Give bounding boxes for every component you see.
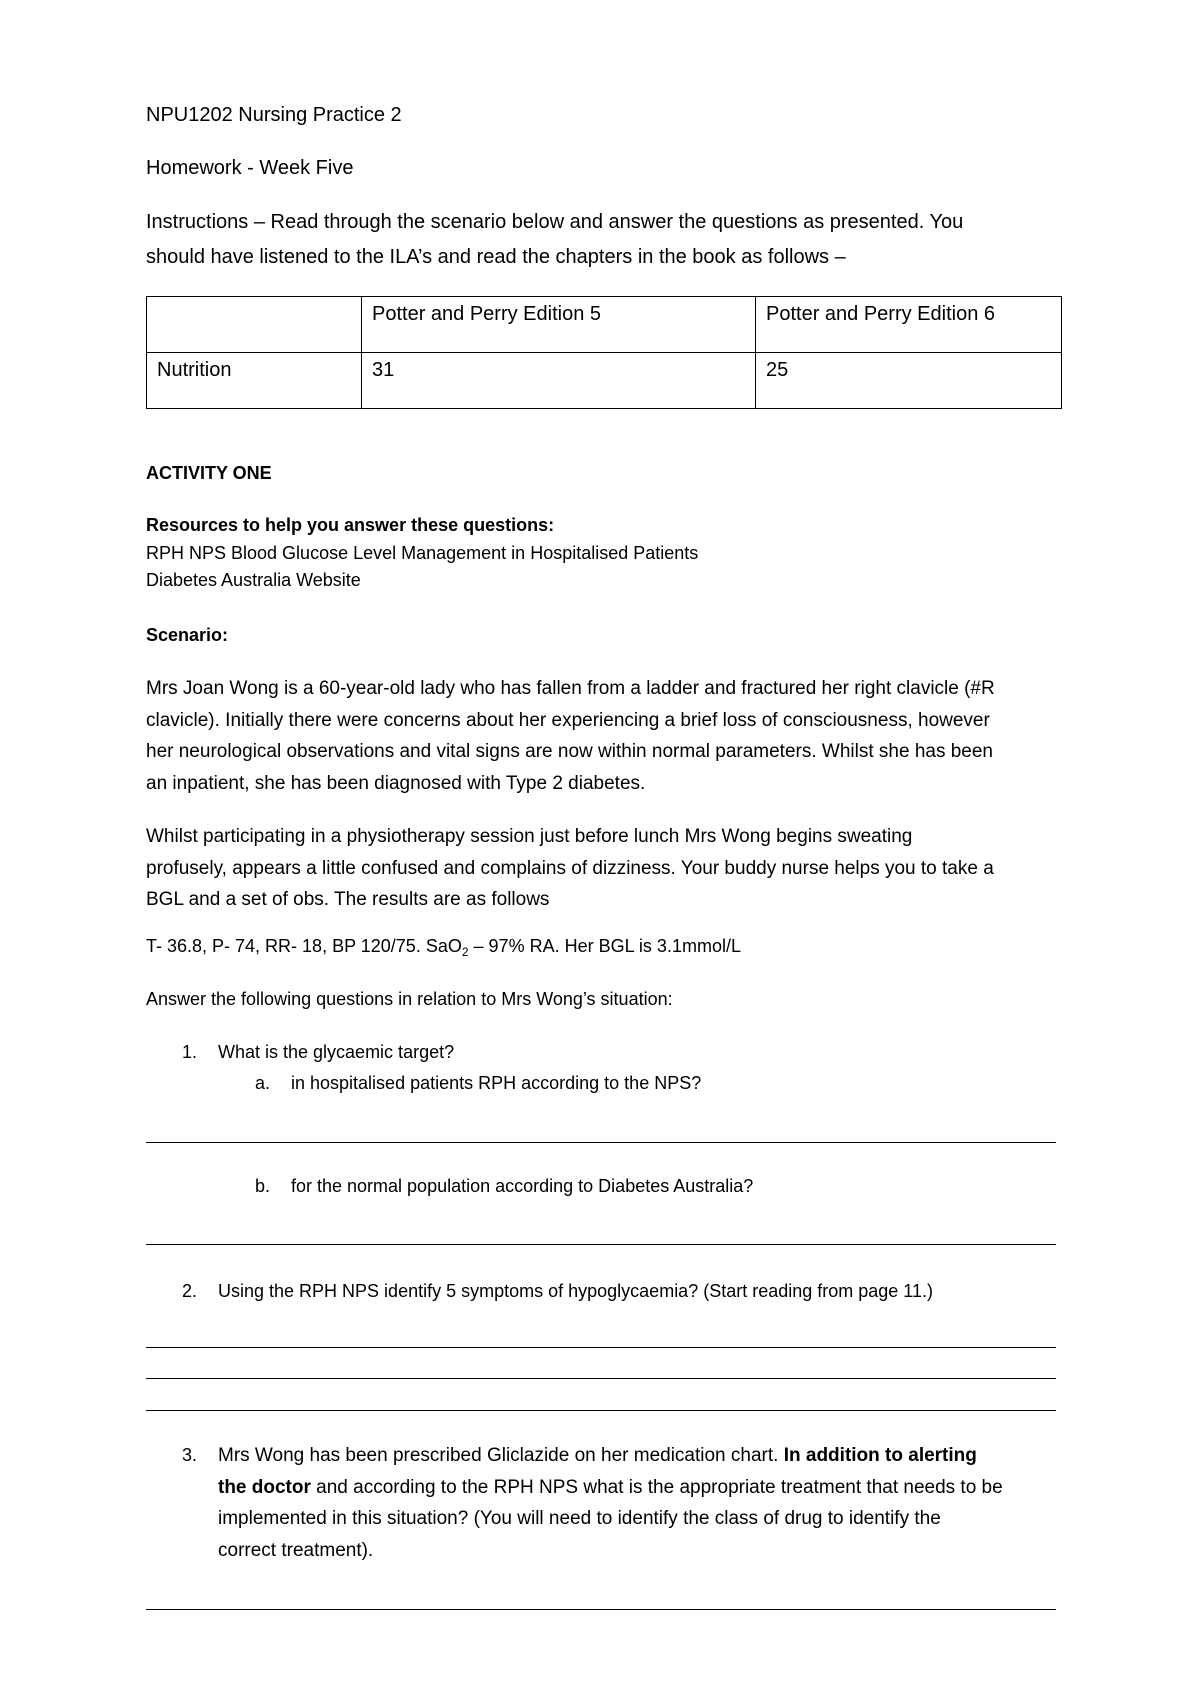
answer-line[interactable] [146,1410,1056,1411]
table-row [147,353,1062,409]
paragraph-line: Whilst participating in a physiotherapy session just before lunch Mrs Wong begins sweating [146,826,913,847]
question-3-line-1 [218,1440,1003,1472]
question-2-text: Using the RPH NPS identify 5 symptoms of hypoglycaemia? (Start reading from page 11.) [218,1281,933,1301]
question-3-text [218,1440,1003,1566]
observations-text-rest: – 97% RA. Her BGL is 3.1mmol/L [468,936,741,956]
reading-table [146,296,1062,409]
resource-item: RPH NPS Blood Glucose Level Management in Hospitalised Patients [146,543,699,563]
answer-line[interactable] [146,1609,1056,1610]
question-1a-number: a. [255,1073,271,1093]
question-3-text-normal: Mrs Wong has been prescribed Gliclazide on her medication chart. [218,1445,784,1466]
paragraph-line: her neurological observations and vital signs are now within normal parameters. Whilst she has been [146,741,993,762]
paragraph-line: an inpatient, she has been diagnosed with Type 2 diabetes. [146,772,646,794]
scenario-heading: Scenario: [146,625,229,645]
answer-line[interactable] [146,1142,1056,1143]
table-header-cell: Potter and Perry Edition 6 [756,297,1062,353]
question-1a-text: in hospitalised patients RPH according to the NPS? [291,1073,702,1093]
question-3-line-2 [218,1472,1003,1504]
paragraph-line: clavicle). Initially there were concerns about her experiencing a brief loss of consciousness, however [146,709,990,731]
question-3-number: 3. [182,1445,198,1465]
questions-prompt: Answer the following questions in relation to Mrs Wong’s situation: [146,989,673,1009]
question-3-line-4: correct treatment). [218,1539,374,1561]
question-3-emphasis: In addition to alerting [783,1445,977,1466]
table-header-row [147,297,1062,353]
observations-line [146,936,741,957]
resource-item: Diabetes Australia Website [146,570,361,590]
paragraph-line: Mrs Joan Wong is a 60-year-old lady who has fallen from a ladder and fractured her right clavicle (#R [146,678,995,699]
scenario-paragraph-1 [146,673,995,799]
question-2-number: 2. [182,1281,198,1301]
answer-line[interactable] [146,1347,1056,1348]
instructions-line-2: should have listened to the ILA’s and read the chapters in the book as follows – [146,246,846,268]
question-1b-number: b. [255,1176,271,1196]
paragraph-line: BGL and a set of obs. The results are as follows [146,889,550,910]
table-header-cell [147,297,362,353]
course-title: NPU1202 Nursing Practice 2 [146,104,402,126]
homework-title: Homework - Week Five [146,157,354,179]
scenario-paragraph-2 [146,821,994,916]
question-3-text-normal: and according to the RPH NPS what is the appropriate treatment that needs to be [310,1476,1003,1498]
table-header-cell: Potter and Perry Edition 5 [362,297,756,353]
answer-line[interactable] [146,1378,1056,1379]
question-1b-text: for the normal population according to Diabetes Australia? [291,1176,754,1196]
table-cell-topic: Nutrition [147,353,362,409]
question-3-line-3: implemented in this situation? (You will need to identify the class of drug to identify the [218,1508,941,1529]
question-1-number: 1. [182,1042,198,1062]
table-cell-edition-5: 31 [362,353,756,409]
instructions-line-1: Instructions – Read through the scenario below and answer the questions as presented. You [146,211,964,233]
paragraph-line: profusely, appears a little confused and complains of dizziness. Your buddy nurse helps you to take a [146,857,994,879]
observations-subscript: 2 [461,945,469,959]
observations-text: T- 36.8, P- 74, RR- 18, BP 120/75. SaO [146,936,462,956]
question-1-text: What is the glycaemic target? [218,1042,455,1062]
question-3-emphasis: the doctor [218,1476,311,1498]
activity-title: ACTIVITY ONE [146,463,272,483]
table-cell-edition-6: 25 [756,353,1062,409]
resources-heading: Resources to help you answer these questions: [146,515,555,535]
answer-line[interactable] [146,1244,1056,1245]
